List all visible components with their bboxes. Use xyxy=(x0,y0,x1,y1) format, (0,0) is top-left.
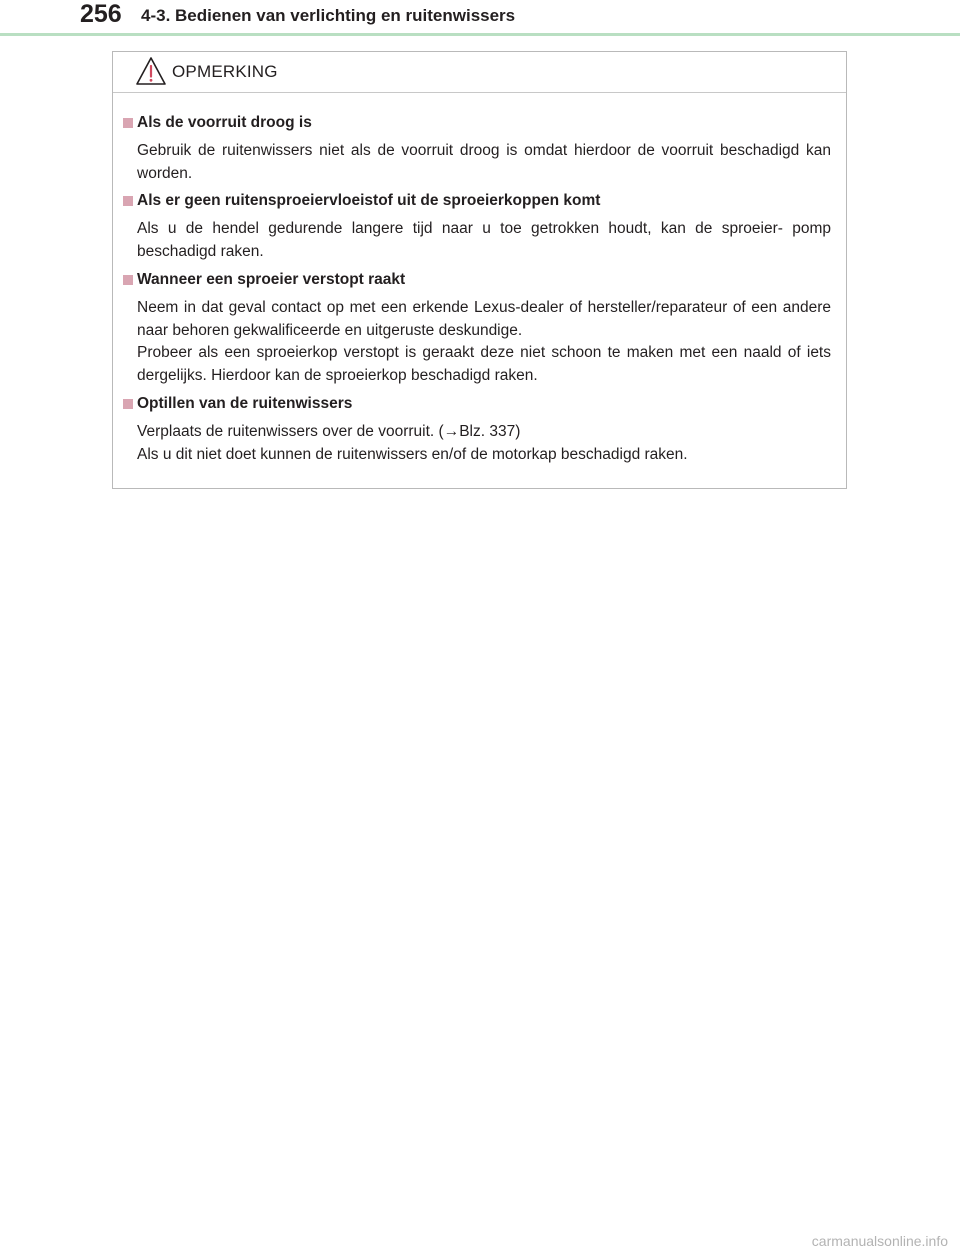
item-paragraph: Gebruik de ruitenwissers niet als de voorruit droog is omdat hierdoor de voorruit beschadigd kan worden. xyxy=(137,142,831,182)
note-item xyxy=(121,269,833,387)
warning-triangle-icon xyxy=(135,56,167,86)
note-box xyxy=(112,51,847,489)
item-heading xyxy=(121,112,833,134)
bullet-square-icon xyxy=(123,118,133,128)
item-body xyxy=(137,218,831,263)
item-paragraph: Als u de hendel gedurende langere tijd naar u toe getrokken houdt, kan de sproeier- pomp beschadigd raken. xyxy=(137,220,831,260)
watermark: carmanualsonline.info xyxy=(811,1233,948,1249)
item-paragraph: Probeer als een sproeierkop verstopt is geraakt deze niet schoon te maken met een naald of iets dergelijks. Hierdoor kan de sproeierkop beschadigd raken. xyxy=(137,344,831,384)
item-heading-text: Als de voorruit droog is xyxy=(137,114,312,131)
item-heading xyxy=(121,190,833,212)
item-heading xyxy=(121,269,833,291)
bullet-square-icon xyxy=(123,275,133,285)
item-heading-text: Wanneer een sproeier verstopt raakt xyxy=(137,271,406,288)
item-paragraph: Verplaats de ruitenwissers over de voorruit. (→Blz. 337) xyxy=(137,423,521,440)
page-header xyxy=(0,0,960,36)
note-item xyxy=(121,112,833,185)
item-body xyxy=(137,421,831,466)
bullet-square-icon xyxy=(123,399,133,409)
page-number: 256 xyxy=(80,0,122,28)
note-item xyxy=(121,190,833,263)
item-body xyxy=(137,140,831,185)
bullet-square-icon xyxy=(123,196,133,206)
item-paragraph: Als u dit niet doet kunnen de ruitenwissers en/of de motorkap beschadigd raken. xyxy=(137,445,688,463)
item-heading-text: Als er geen ruitensproeiervloeistof uit de sproeierkoppen komt xyxy=(137,192,601,209)
header-rule xyxy=(0,33,960,36)
item-paragraph: Neem in dat geval contact op met een erkende Lexus-dealer of hersteller/reparateur of een andere naar behoren gekwalificeerde en uitgeruste deskundige. xyxy=(137,299,831,339)
note-item xyxy=(121,393,833,466)
section-title: 4-3. Bedienen van verlichting en ruitenwissers xyxy=(141,6,516,25)
item-heading-text: Optillen van de ruitenwissers xyxy=(137,395,353,412)
item-body xyxy=(137,297,831,387)
note-label: OPMERKING xyxy=(172,62,278,81)
item-heading xyxy=(121,393,833,415)
note-header xyxy=(113,52,846,93)
